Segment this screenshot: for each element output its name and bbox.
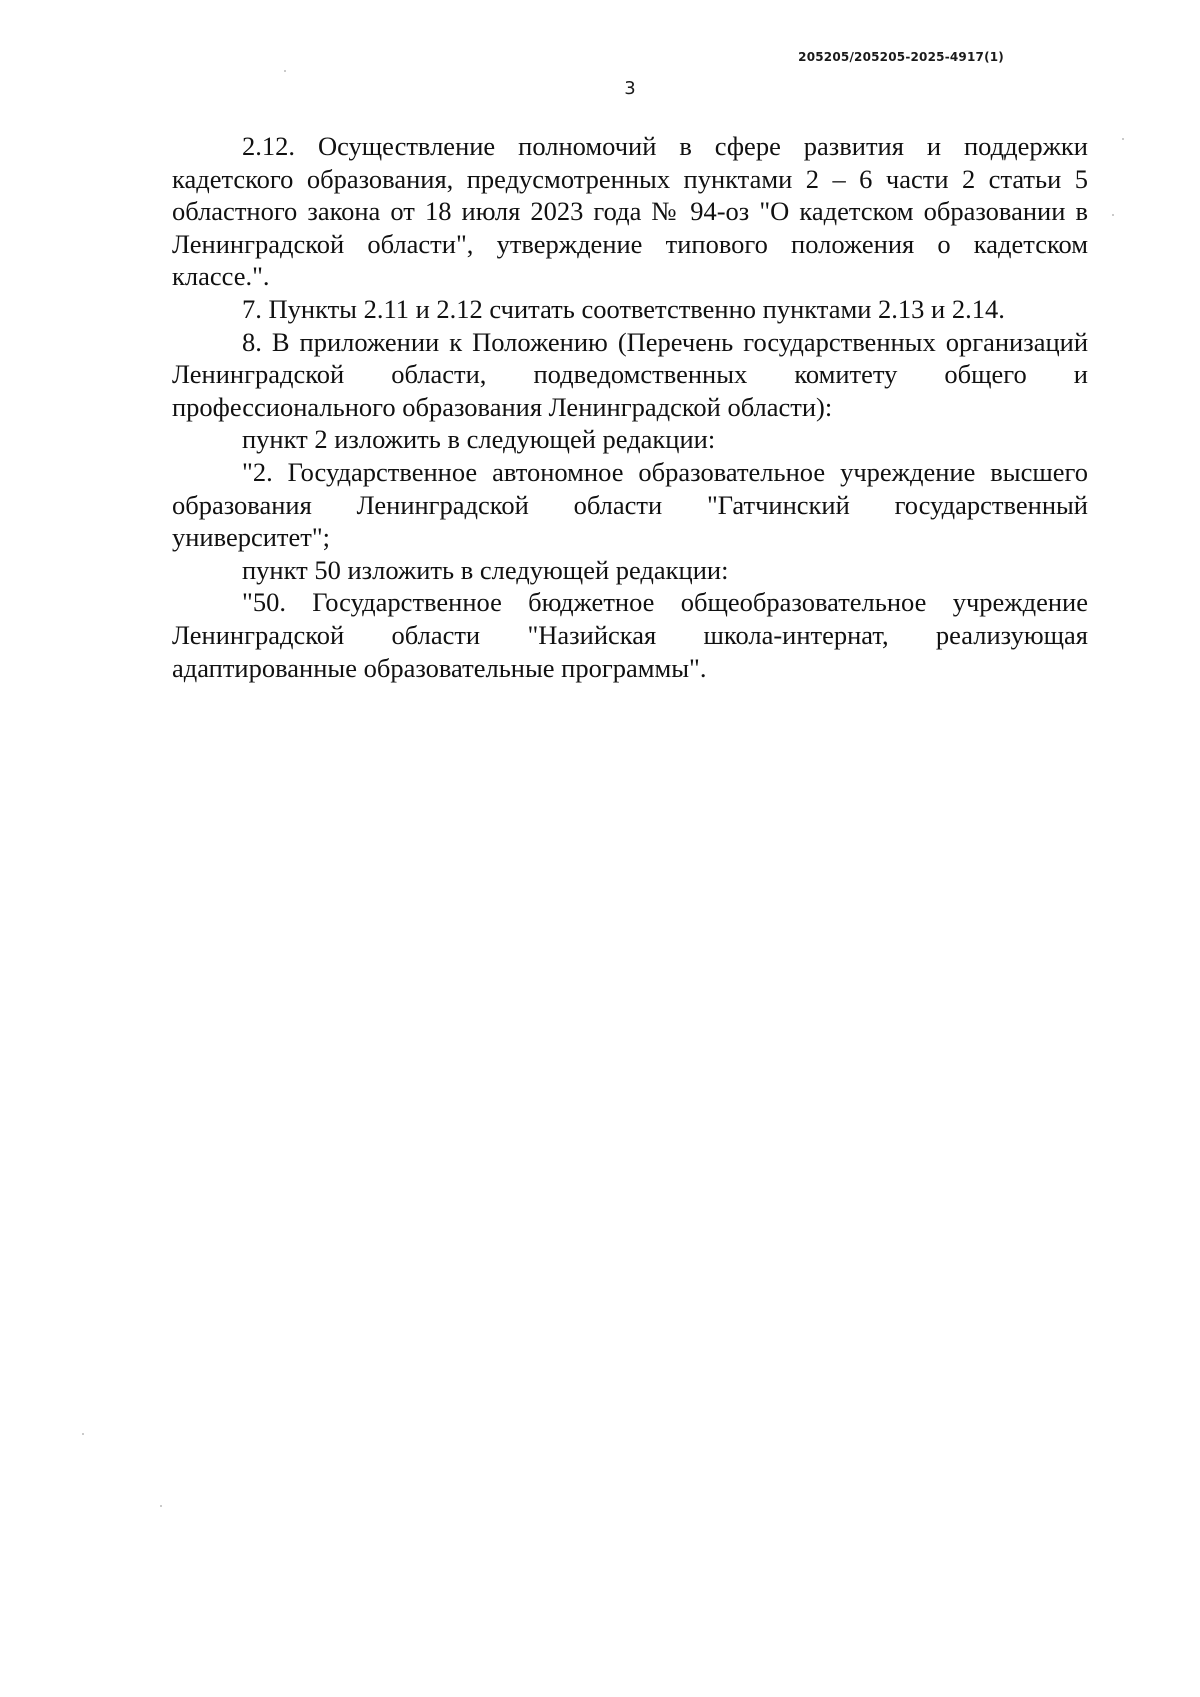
paragraph-point-50-text: "50. Государственное бюджетное общеобразовательное учреждение Ленинградской области "Назийская школа-интернат, реализующая адаптированные образовательные программы". bbox=[172, 587, 1088, 683]
document-body bbox=[172, 130, 1088, 684]
scan-speck bbox=[1122, 138, 1124, 140]
paragraph-item-7: 7. Пункты 2.11 и 2.12 считать соответственно пунктами 2.13 и 2.14. bbox=[242, 293, 1005, 324]
scan-speck bbox=[1112, 214, 1114, 216]
paragraph-point-2-text: "2. Государственное автономное образовательное учреждение высшего образования Ленинградской области "Гатчинский государственный университет"; bbox=[172, 456, 1088, 553]
scan-speck bbox=[82, 1433, 84, 1435]
document-id: 205205/205205-2025-4917(1) bbox=[798, 50, 1004, 64]
paragraph-item-8: 8. В приложении к Положению (Перечень государственных организаций Ленинградской области, подведомственных комитету общего и профессионального образования Ленинградской области): bbox=[172, 326, 1088, 422]
scan-speck bbox=[160, 1505, 162, 1507]
page-number: 3 bbox=[624, 78, 636, 99]
paragraph-point-2-intro: пункт 2 изложить в следующей редакции: bbox=[242, 424, 716, 455]
paragraph-point-50-intro: пункт 50 изложить в следующей редакции: bbox=[242, 554, 729, 585]
paragraph-2-12: 2.12. Осуществление полномочий в сфере развития и поддержки кадетского образования, предусмотренных пунктами 2 – 6 части 2 статьи 5 областного закона от 18 июля 2023 года № 94-оз "О кадетском образовании в Ленинградской области", утверждение типового положения о кадетском классе.". bbox=[172, 131, 1088, 292]
scan-speck bbox=[284, 70, 286, 72]
